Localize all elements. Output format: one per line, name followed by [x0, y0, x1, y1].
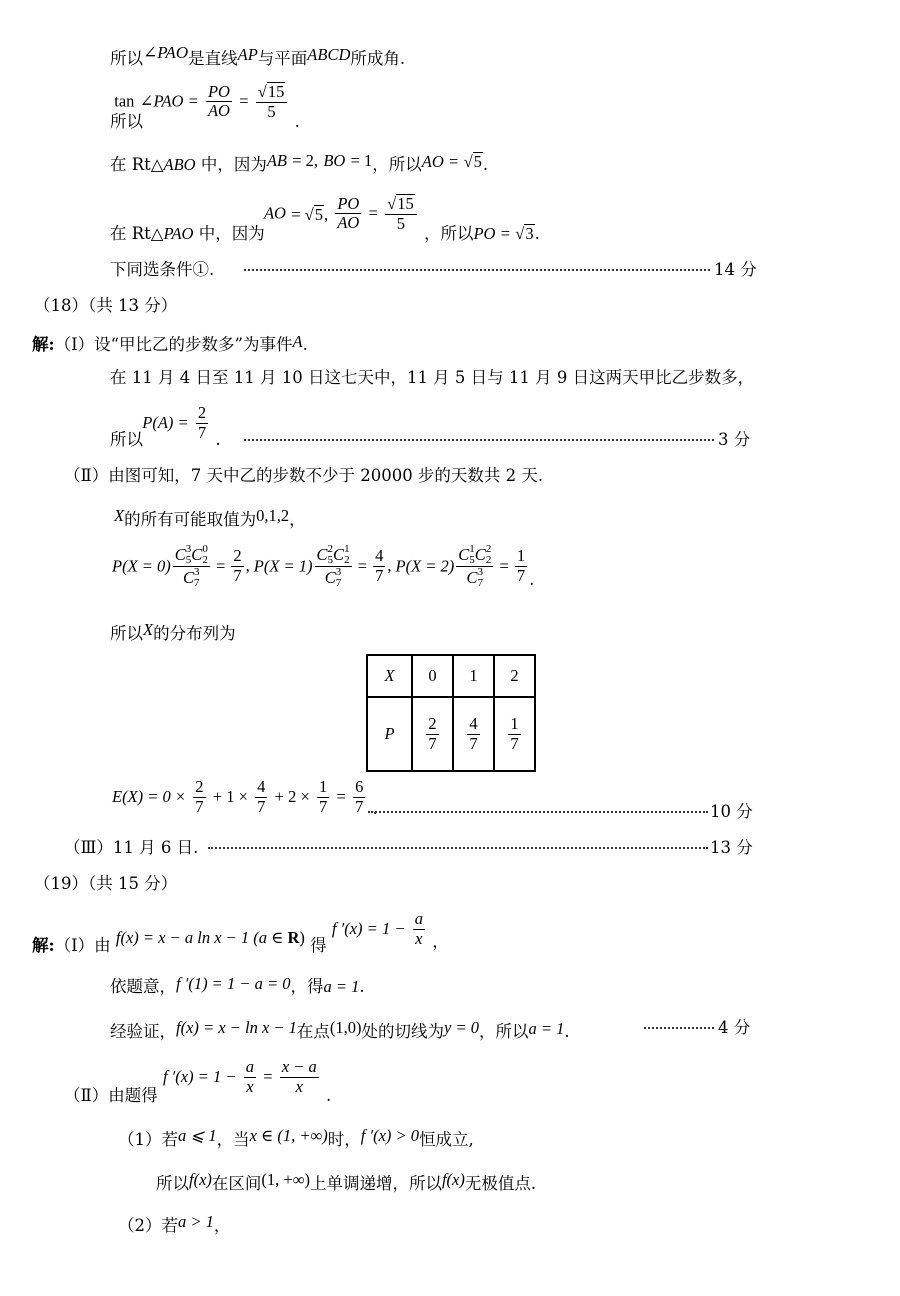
frac-den: 5 — [396, 213, 406, 233]
superscript: 3 — [477, 566, 484, 578]
line-21 — [118, 1128, 474, 1149]
line-1 — [110, 44, 405, 68]
text: 恒成立, — [419, 1130, 474, 1149]
table-cell: 2 — [494, 655, 535, 697]
sqrt-value: 3 — [525, 224, 534, 243]
math: tan — [114, 91, 135, 111]
text: 所以 — [110, 624, 143, 643]
separator: , — [245, 556, 250, 576]
frac-num: 4 — [469, 713, 478, 733]
text: ，所以 — [423, 224, 474, 243]
combination — [333, 545, 350, 564]
text: . — [564, 1022, 570, 1041]
line-2 — [110, 81, 300, 131]
math: a = 1 — [323, 977, 360, 996]
line-5 — [110, 262, 214, 279]
math: P(X = 2) — [395, 556, 455, 576]
frac-den: 5 — [267, 101, 276, 121]
table-cell — [412, 697, 453, 771]
math: P(X = 1) — [253, 556, 313, 576]
text: 所以 — [156, 1174, 189, 1193]
math: = — [263, 1067, 273, 1087]
frac-num: 1 — [319, 777, 328, 796]
math: a ⩽ 1 — [178, 1126, 217, 1145]
math: PO — [473, 224, 496, 243]
score: 10 分 — [710, 802, 753, 821]
frac-den: 7 — [197, 422, 207, 442]
sqrt-value: 5 — [314, 204, 323, 224]
equals: = — [211, 556, 230, 576]
math: = — [500, 224, 511, 243]
subscript: 2 — [202, 554, 208, 566]
leader-dots — [244, 262, 710, 279]
line-19 — [110, 1020, 570, 1041]
frac-num: PO — [207, 81, 230, 101]
subscript: 7 — [335, 577, 342, 589]
text: 时， — [327, 1130, 361, 1149]
math: AP — [237, 45, 258, 64]
fraction — [456, 544, 493, 589]
frac-den: 7 — [355, 796, 364, 816]
math: f(x) — [189, 1170, 212, 1189]
line-11 — [114, 508, 306, 529]
frac-num: a — [245, 1057, 254, 1076]
text: . — [482, 155, 489, 174]
frac-den: 7 — [257, 796, 266, 816]
score: 3 分 — [718, 430, 751, 449]
table-row — [367, 697, 535, 771]
math: C — [316, 544, 328, 564]
math: x ∈ (1, +∞) — [249, 1126, 328, 1145]
text: . — [372, 798, 378, 818]
sqrt-value: 15 — [267, 82, 285, 101]
superscript: 0 — [202, 543, 208, 555]
text: 依题意， — [110, 977, 176, 996]
math: P(X = 0) — [112, 556, 171, 576]
table-cell — [494, 697, 535, 771]
text: 无极值点. — [464, 1174, 537, 1193]
frac-den: 7 — [195, 796, 204, 816]
frac-num: a — [414, 909, 423, 928]
math: C — [324, 567, 336, 587]
frac-num: 1 — [510, 713, 519, 733]
table-cell: 0 — [412, 655, 453, 697]
frac-den: 7 — [510, 733, 519, 753]
frac-den: AO — [337, 213, 360, 233]
frac-num: 4 — [257, 777, 266, 796]
line-23 — [118, 1214, 230, 1235]
fraction — [413, 910, 425, 949]
text: 上单调递增，所以 — [309, 1174, 442, 1193]
math: C — [191, 544, 203, 564]
text: 下同选条件①. — [110, 260, 215, 279]
math: (1, +∞) — [261, 1170, 310, 1189]
text: 在 11 月 4 日至 11 月 10 日这七天中，11 月 5 日与 11 月 9 日这两天甲比乙步数多， — [110, 368, 755, 387]
math: C — [174, 544, 186, 564]
math: C — [466, 567, 478, 587]
fraction — [206, 83, 232, 122]
math: X — [114, 506, 125, 525]
math: f(x) = x − a ln x − 1 (a ∈ — [115, 928, 288, 947]
superscript: 3 — [194, 566, 200, 578]
fraction — [353, 778, 365, 817]
math: 0,1,2 — [256, 506, 290, 525]
frac-num: 4 — [375, 546, 384, 566]
frac-num: 2 — [233, 546, 242, 566]
fraction — [196, 404, 208, 443]
math: a = 1 — [528, 1019, 565, 1038]
text: 在点 — [296, 1022, 330, 1041]
sup-sub — [486, 544, 492, 566]
given-formula: AO = √5, $\frac{PO}{AO}$ = $\frac{√15}{5}$ — [264, 194, 419, 234]
math: + 1 × — [212, 787, 248, 807]
combination — [467, 568, 484, 587]
fraction — [373, 547, 385, 586]
math: PAO — [163, 224, 194, 243]
leader-dots — [368, 804, 708, 821]
math: C — [183, 567, 195, 587]
sup-sub — [194, 567, 200, 589]
text: . — [326, 1086, 332, 1105]
expectation-formula — [112, 778, 378, 817]
text: 的所有可能取值为 — [124, 510, 257, 529]
math: C — [474, 544, 486, 564]
subscript: 5 — [185, 554, 192, 566]
combination — [191, 545, 208, 564]
fraction — [280, 1058, 319, 1097]
math: ABCD — [307, 45, 351, 64]
probability-list — [112, 544, 534, 589]
frac-den: AO — [207, 101, 230, 121]
math: AO — [421, 152, 444, 171]
math: AB — [266, 151, 287, 170]
frac-num: 1 — [516, 546, 526, 566]
text: . — [359, 977, 365, 996]
combination — [475, 545, 492, 564]
text: . — [534, 224, 540, 243]
probability-formula — [142, 404, 210, 443]
text: ，所以 — [372, 155, 422, 174]
superscript: 1 — [344, 543, 350, 555]
sup-sub — [336, 567, 342, 589]
text: 得 — [310, 936, 327, 955]
math: AO — [263, 203, 286, 223]
text: 所成角. — [350, 49, 406, 68]
fraction: $\frac{√15}{5}$ — [385, 194, 417, 234]
math: f(x) = x − ln x − 1 — [176, 1018, 297, 1037]
text: ，当 — [216, 1130, 250, 1149]
text: （2）若 — [118, 1216, 178, 1235]
math: ∠PAO = — [139, 91, 199, 111]
text: 所以 — [110, 430, 143, 449]
score: 13 分 — [710, 838, 753, 857]
math: , — [323, 204, 329, 224]
table-cell: P — [367, 697, 412, 771]
line-7 — [32, 334, 308, 354]
subscript: 5 — [327, 554, 334, 566]
subscript: 7 — [194, 577, 200, 589]
math: = — [239, 91, 249, 111]
separator: , — [387, 556, 392, 576]
math: ABO — [163, 155, 196, 174]
line-18 — [110, 976, 365, 996]
text: （Ⅲ）11 月 6 日. — [64, 838, 199, 857]
line-9 — [110, 403, 221, 449]
score: 4 分 — [718, 1018, 751, 1037]
fraction — [173, 544, 210, 589]
frac-den: x — [295, 1076, 303, 1096]
combination — [325, 568, 342, 587]
frac-num: x − a — [281, 1057, 317, 1076]
math: BO — [323, 151, 346, 170]
line-3: 在 Rt△ABO 中，因为AB = 2, BO = 1，所以AO = √5. — [110, 151, 489, 174]
text: 与平面 — [257, 49, 308, 68]
text: （1）若 — [118, 1130, 178, 1149]
table-row — [367, 655, 535, 697]
math: + 2 × — [274, 787, 310, 807]
frac-den: 7 — [516, 566, 526, 585]
math: = — [449, 152, 459, 171]
distribution-table — [366, 654, 536, 772]
math: E(X) = 0 × — [112, 787, 187, 807]
sup-sub — [344, 544, 350, 566]
frac-den: 7 — [428, 733, 437, 753]
table-cell: 1 — [453, 655, 494, 697]
frac-num: 2 — [197, 403, 207, 422]
fraction — [244, 1058, 256, 1097]
line-20 — [64, 1057, 332, 1105]
frac-den: 7 — [233, 566, 242, 585]
math-angle: ∠PAO — [143, 43, 189, 62]
text: 的分布列为 — [153, 624, 236, 643]
text: ， — [213, 1216, 231, 1235]
frac-den: 7 — [469, 733, 478, 753]
math: f ′(x) = 1 − — [331, 919, 406, 939]
math: C — [458, 544, 470, 564]
text: 经验证， — [110, 1022, 176, 1041]
frac-den: x — [415, 928, 423, 948]
text: （Ⅱ）由题得 — [64, 1086, 158, 1105]
math: a > 1 — [178, 1212, 214, 1231]
text: ， — [432, 932, 449, 951]
subscript: 2 — [485, 554, 492, 566]
solution-label: 解: — [32, 335, 55, 354]
text: 在 Rt△ — [110, 155, 164, 174]
equals: = — [495, 556, 513, 576]
math: f ′(1) = 1 − a = 0 — [176, 974, 291, 993]
fraction — [193, 778, 205, 817]
sup-sub — [478, 567, 484, 589]
superscript: 2 — [327, 543, 334, 555]
section-heading: （18）（共 13 分） — [34, 296, 178, 315]
text: 所以 — [110, 112, 143, 131]
math: P(A) = — [142, 413, 189, 433]
math: ) — [299, 928, 305, 947]
frac-num: PO — [337, 193, 360, 213]
math: = — [291, 204, 301, 224]
text: 中，因为 — [200, 155, 267, 174]
frac-num: 2 — [195, 777, 204, 796]
superscript: 3 — [185, 543, 192, 555]
math: A — [292, 332, 303, 351]
section-heading: （19）（共 15 分） — [34, 874, 178, 893]
fraction: $\frac{√15}{5}$ — [256, 82, 288, 122]
math: f(x) — [441, 1170, 465, 1189]
leader-dots — [644, 1020, 714, 1037]
sqrt-value: 5 — [473, 152, 482, 171]
fraction — [317, 778, 329, 817]
superscript: 1 — [469, 543, 475, 555]
math: = 2, — [292, 151, 319, 170]
line-13 — [110, 622, 236, 643]
leader-dots — [244, 432, 714, 449]
equals: = — [353, 556, 372, 576]
math: C — [333, 544, 345, 564]
fraction — [231, 547, 243, 586]
leader-dots — [208, 840, 708, 857]
superscript: 2 — [485, 543, 492, 555]
sup-sub — [202, 544, 208, 566]
text: （Ⅱ）由图可知，7 天中乙的步数不少于 20000 步的天数共 2 天. — [64, 466, 544, 485]
math: R — [287, 928, 300, 947]
text: ，所以 — [479, 1022, 529, 1041]
text: . — [215, 430, 221, 449]
frac-den: 7 — [319, 796, 328, 816]
text: （Ⅰ）设“甲比乙的步数多”为事件 — [54, 335, 293, 354]
math: f ′(x) > 0 — [360, 1126, 420, 1145]
frac-num: 6 — [355, 777, 364, 796]
math: = — [368, 203, 378, 223]
combination — [175, 545, 192, 564]
combination — [183, 568, 200, 587]
frac-den: x — [246, 1076, 254, 1096]
text: 处的切线为 — [361, 1022, 445, 1041]
table-cell: X — [367, 655, 412, 697]
text: （Ⅰ）由 — [54, 936, 111, 955]
text: 在 Rt△ — [110, 224, 164, 243]
fraction — [335, 195, 361, 234]
sqrt-value: 15 — [397, 194, 414, 213]
text: ， — [289, 510, 306, 529]
text: 是直线 — [188, 49, 238, 68]
math: = — [336, 787, 346, 807]
score: 14 分 — [714, 260, 757, 279]
combination — [458, 545, 475, 564]
derivative-formula — [163, 1058, 321, 1097]
math: = 1 — [350, 151, 373, 170]
math: X — [143, 620, 154, 639]
solution-label: 解: — [32, 936, 55, 955]
text: . — [302, 335, 308, 354]
fraction — [255, 778, 267, 817]
line-17 — [32, 909, 449, 955]
fraction — [315, 544, 352, 589]
text: ，得 — [290, 977, 324, 996]
frac-num: 2 — [428, 713, 437, 733]
combination — [317, 545, 334, 564]
subscript: 5 — [469, 554, 475, 566]
text: . — [294, 112, 300, 131]
subscript: 2 — [344, 554, 350, 566]
table-cell — [453, 697, 494, 771]
text: . — [529, 570, 535, 589]
math: f ′(x) = 1 − — [162, 1067, 237, 1087]
fraction — [515, 547, 527, 586]
superscript: 3 — [335, 566, 342, 578]
derivative-formula — [332, 910, 427, 949]
line-22 — [156, 1172, 536, 1193]
math: (1,0) — [329, 1018, 362, 1037]
math: y = 0 — [444, 1018, 479, 1037]
text: 在区间 — [211, 1174, 262, 1193]
subscript: 7 — [477, 577, 484, 589]
frac-den: 7 — [375, 566, 384, 585]
text: 中，因为 — [198, 224, 265, 243]
text: 所以 — [110, 49, 143, 68]
line-4: 在 Rt△PAO 中，因为 AO = √5, $\frac{PO}{AO}$ = $\frac{√15}{5}$ ，所以PO = √3. — [110, 193, 540, 243]
